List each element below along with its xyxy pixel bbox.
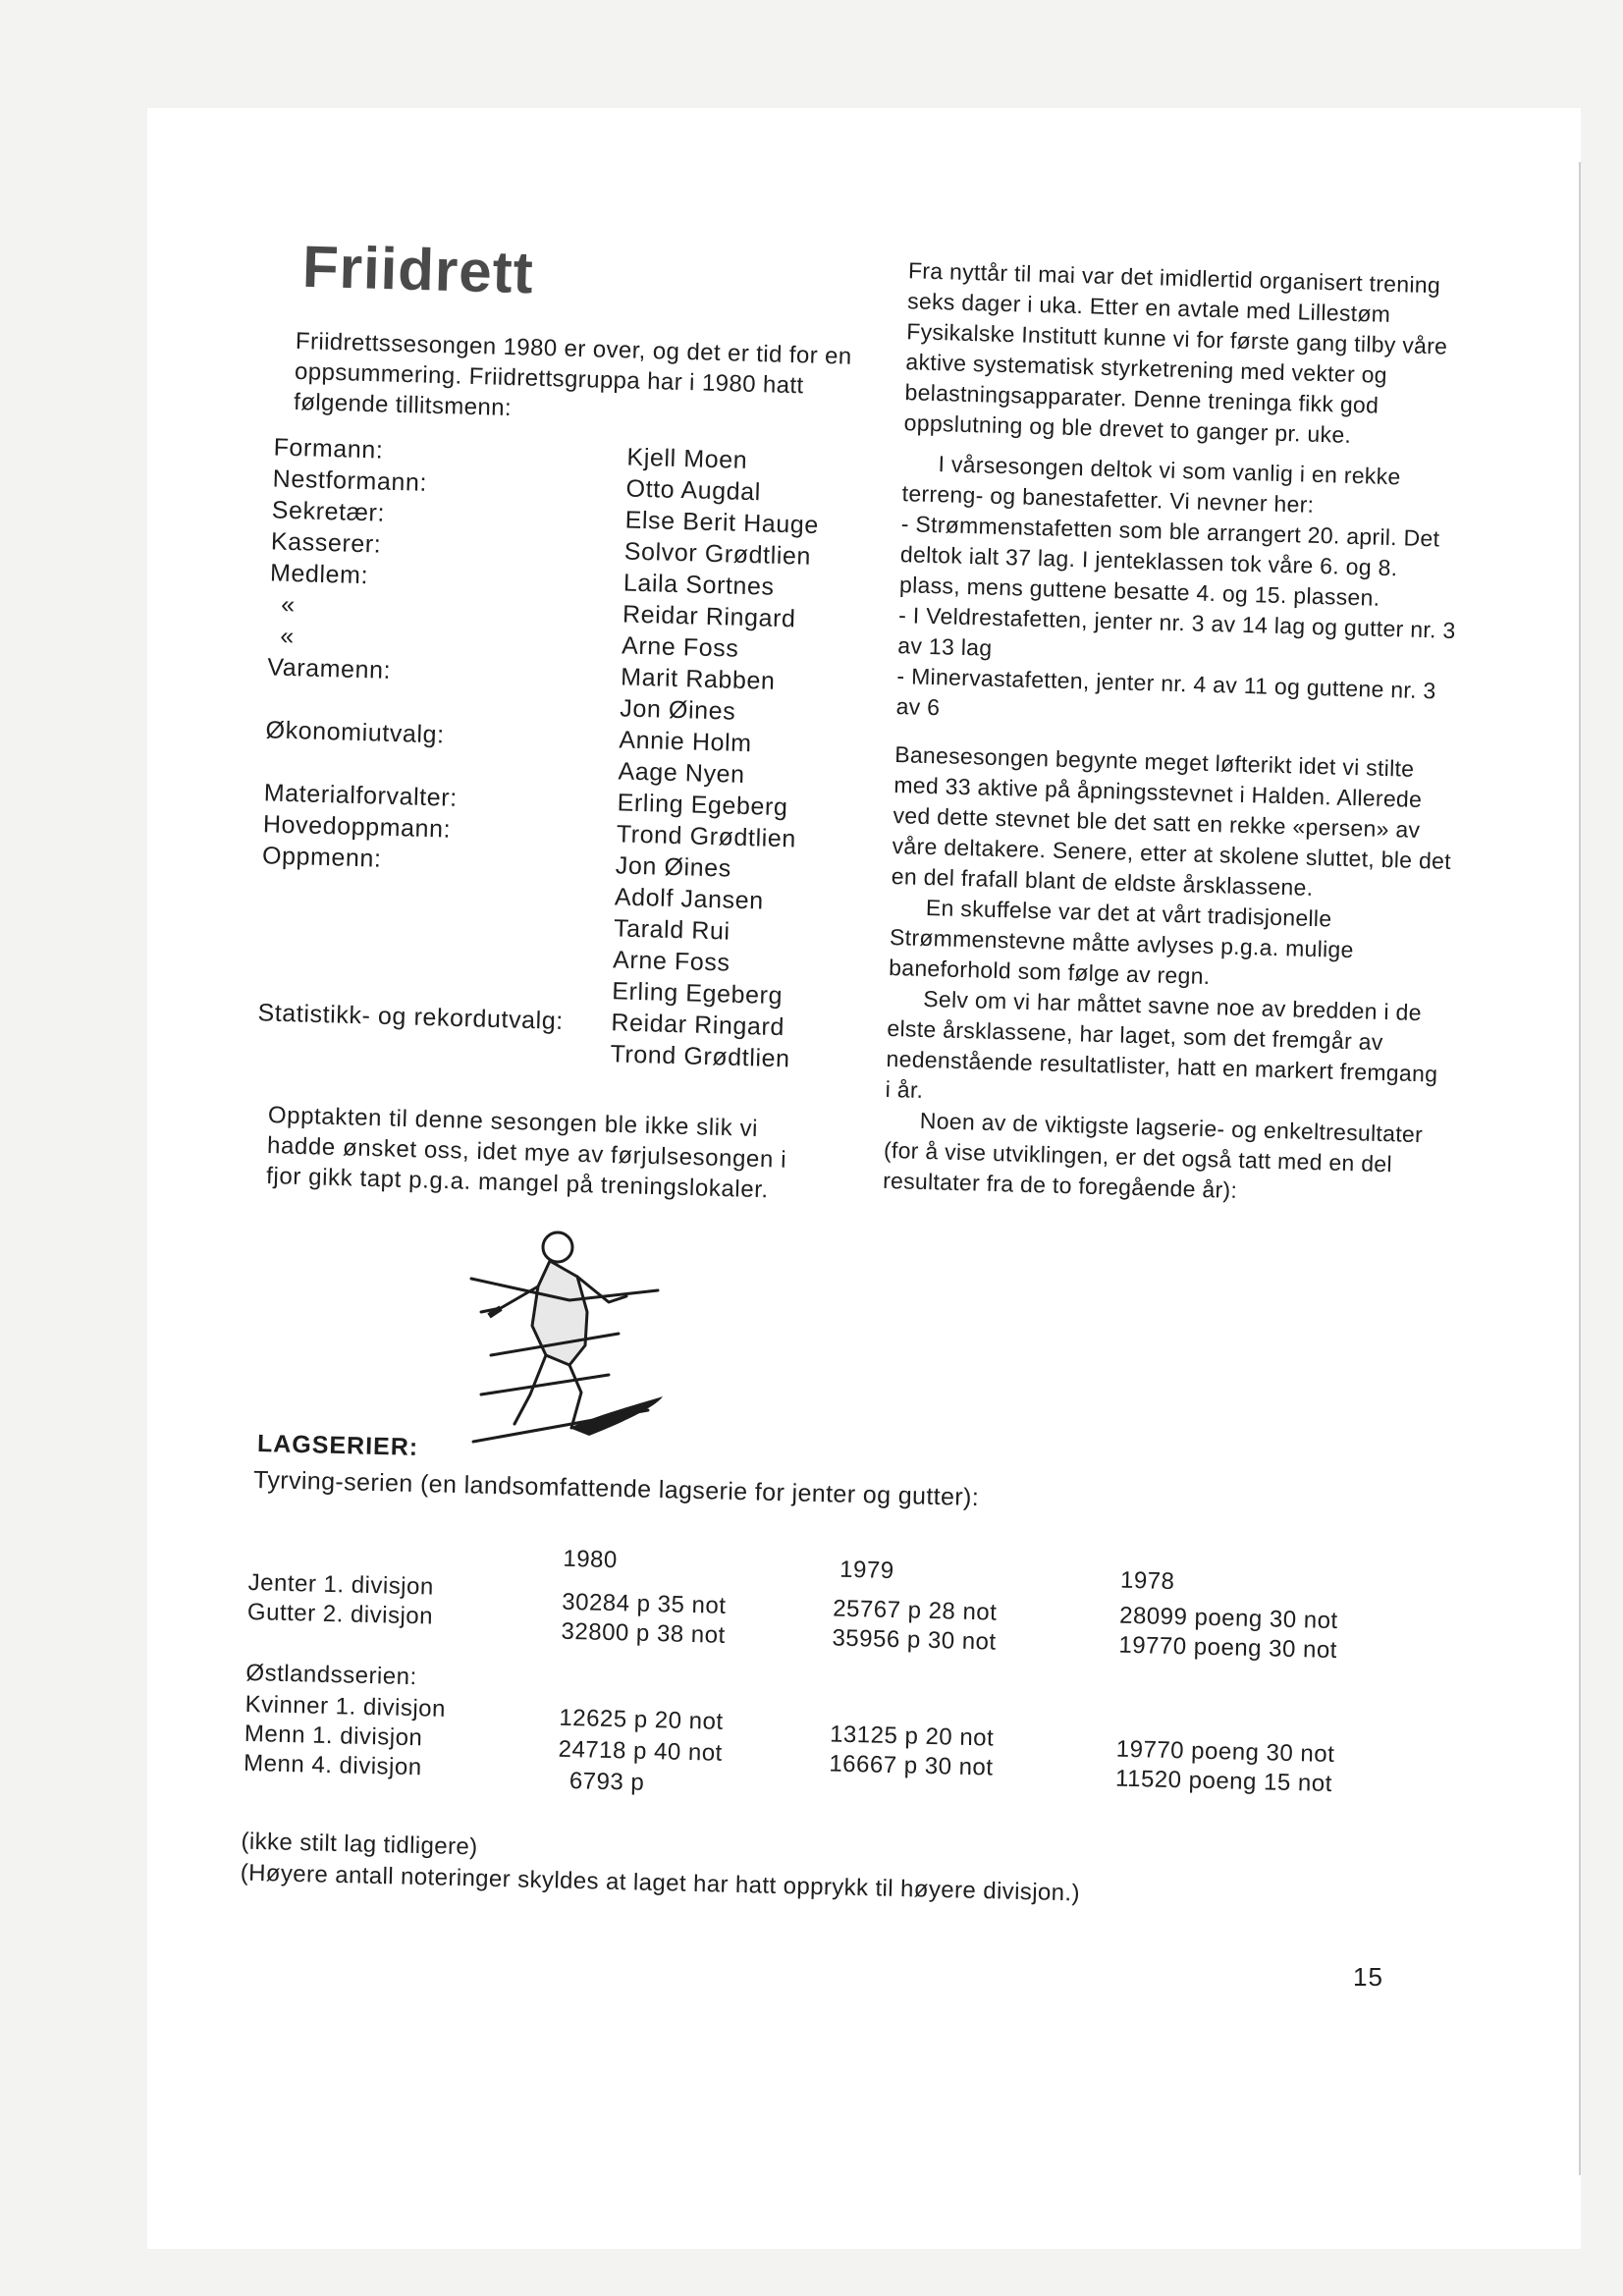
officer-name: Reidar Ringard <box>622 600 796 633</box>
row-label: Jenter 1. divisjon <box>247 1568 435 1601</box>
cancellation-paragraph: En skuffelse var det at vårt tradisjonelle Strømmenstevne måtte avlyses p.g.a. mulige baneforhold som følge av regn. <box>888 894 1355 990</box>
result-cell: 24718 p 40 not <box>558 1735 724 1767</box>
result-cell: 32800 p 38 not <box>561 1617 727 1649</box>
lagserier-heading: LAGSERIER: <box>256 1429 419 1462</box>
officer-name: Aage Nyen <box>618 757 746 789</box>
officer-name: Arne Foss <box>612 946 730 977</box>
training-paragraph: Fra nyttår til mai var det imidlertid organisert trening seks dager i uka. Etter en avtale med Lillestøm Fysikalske Institutt kunne vi for første gang tilby våre aktive systematisk styrketrening med vekter og belastningsapparater. Denne treninga fikk god oppslutning og ble drevet to ganger pr. uke. <box>903 257 1448 448</box>
intro-paragraph: Friidrettssesongen 1980 er over, og det er tid for en oppsummering. Friidrettsgruppa har i 1980 hatt følgende tillitsmenn: <box>293 327 852 422</box>
year-header: 1980 <box>563 1545 619 1574</box>
row-label: Kvinner 1. divisjon <box>244 1690 447 1722</box>
officer-role: Statistikk- og rekordutvalg: <box>257 999 565 1035</box>
result-cell: 28099 poeng 30 not <box>1118 1602 1338 1635</box>
relay-item: - Strømmenstafetten som ble arrangert 20. april. Det deltok ialt 37 lag. I jenteklassen tok våre 6. og 8. plass, mens guttene besatte 4. og 15. plassen. <box>898 511 1440 611</box>
officer-name: Arne Foss <box>621 631 739 663</box>
row-label: Gutter 2. divisjon <box>246 1598 434 1630</box>
result-cell: 30284 p 35 not <box>562 1588 727 1619</box>
result-cell: 35956 p 30 not <box>832 1624 997 1656</box>
officer-name: Else Berit Hauge <box>624 506 820 539</box>
officer-role: Nestformann: <box>272 465 428 497</box>
officer-name: Adolf Jansen <box>614 883 765 915</box>
officer-name: Kjell Moen <box>626 443 748 474</box>
year-header: 1979 <box>839 1556 894 1585</box>
results-intro-paragraph: Noen av de viktigste lagserie- og enkeltresultater (for å vise utviklingen, er det også tatt med en del resultater fra de to foregående år): <box>882 1107 1424 1203</box>
year-header: 1978 <box>1119 1566 1175 1596</box>
page-number: 15 <box>1353 1962 1383 1992</box>
officer-name: Reidar Ringard <box>611 1009 785 1042</box>
result-cell: 11520 poeng 15 not <box>1114 1765 1333 1798</box>
result-cell: 6793 p <box>568 1768 645 1796</box>
season-start-paragraph: Opptakten til denne sesongen ble ikke slik vi hadde ønsket oss, idet mye av førjulsesongen i fjor gikk tapt p.g.a. mangel på treningslokaler. <box>265 1102 787 1204</box>
officer-role: Oppmenn: <box>261 842 382 873</box>
officer-role: Kasserer: <box>270 527 382 559</box>
officer-role: « <box>279 622 296 651</box>
officer-name: Jon Øines <box>615 851 732 883</box>
page-title: Friidrett <box>301 233 535 306</box>
result-cell: 16667 p 30 not <box>829 1750 994 1781</box>
result-cell: 19770 poeng 30 not <box>1118 1631 1338 1665</box>
progress-paragraph: Selv om vi har måttet savne noe av bredden i de elste årsklassene, har laget, som det fremgår av nedenstående resultatlister, hatt en markert fremgang i år. <box>885 985 1438 1103</box>
right-column <box>883 255 1469 1212</box>
relay-intro-paragraph: I vårsesongen deltok vi som vanlig i en rekke terreng- og banestafetter. Vi nevner her: <box>901 451 1401 518</box>
officer-name: Erling Egeberg <box>611 977 784 1011</box>
officers-list <box>256 433 883 1078</box>
ostland-heading: Østlandsserien: <box>245 1659 418 1691</box>
officer-name: Otto Augdal <box>625 474 762 507</box>
officer-name: Erling Egeberg <box>617 789 788 822</box>
relay-item: - I Veldrestafetten, jenter nr. 3 av 14 lag og gutter nr. 3 av 13 lag <box>897 602 1456 661</box>
row-label: Menn 1. divisjon <box>243 1720 423 1752</box>
result-cell: 25767 p 28 not <box>832 1595 998 1626</box>
page-edge-line <box>1579 162 1581 2175</box>
result-cell: 13125 p 20 not <box>829 1721 995 1752</box>
runner-illustration <box>461 1218 677 1463</box>
officer-role: Materialforvalter: <box>263 779 459 812</box>
result-cell: 12625 p 20 not <box>559 1704 724 1735</box>
officer-name: Trond Grødtlien <box>616 820 797 853</box>
officer-role: Varamenn: <box>267 653 392 684</box>
officer-name: Marit Rabben <box>620 663 776 695</box>
row-label: Menn 4. divisjon <box>243 1749 422 1781</box>
track-season-paragraph: Banesesongen begynte meget løfterikt idet vi stilte med 33 aktive på åpningsstevnet i Halden. Allerede ved dette stevnet ble det satt en rekke «persen» av våre deltakere. Senere, etter at skolene sluttet, ble det en del frafall blant de eldste årsklassene. <box>891 741 1452 901</box>
officer-name: Tarald Rui <box>613 914 731 946</box>
officer-name: Laila Sortnes <box>622 569 776 601</box>
officer-role: « <box>280 590 297 620</box>
note-promotion: (Høyere antall noteringer skyldes at laget har hatt opprykk til høyere divisjon.) <box>240 1859 1081 1907</box>
results-table <box>243 1538 1379 1860</box>
relay-item: - Minervastafetten, jenter nr. 4 av 11 og guttene nr. 3 av 6 <box>895 663 1436 721</box>
note-not-entered: (ikke stilt lag tidligere) <box>241 1828 478 1861</box>
officer-role: Hovedoppmann: <box>262 810 452 844</box>
officer-name: Annie Holm <box>619 726 753 758</box>
result-cell: 19770 poeng 30 not <box>1115 1735 1335 1769</box>
officer-role: Formann: <box>273 433 384 465</box>
officer-name: Jon Øines <box>619 694 736 726</box>
officer-name: Trond Grødtlien <box>610 1040 791 1073</box>
tyrving-description: Tyrving-serien (en landsomfattende lagserie for jenter og gutter): <box>252 1465 980 1512</box>
officer-role: Medlem: <box>269 559 369 590</box>
officer-role: Økonomiutvalg: <box>265 716 446 749</box>
officer-role: Sekretær: <box>271 496 386 527</box>
officer-name: Solvor Grødtlien <box>623 537 812 571</box>
